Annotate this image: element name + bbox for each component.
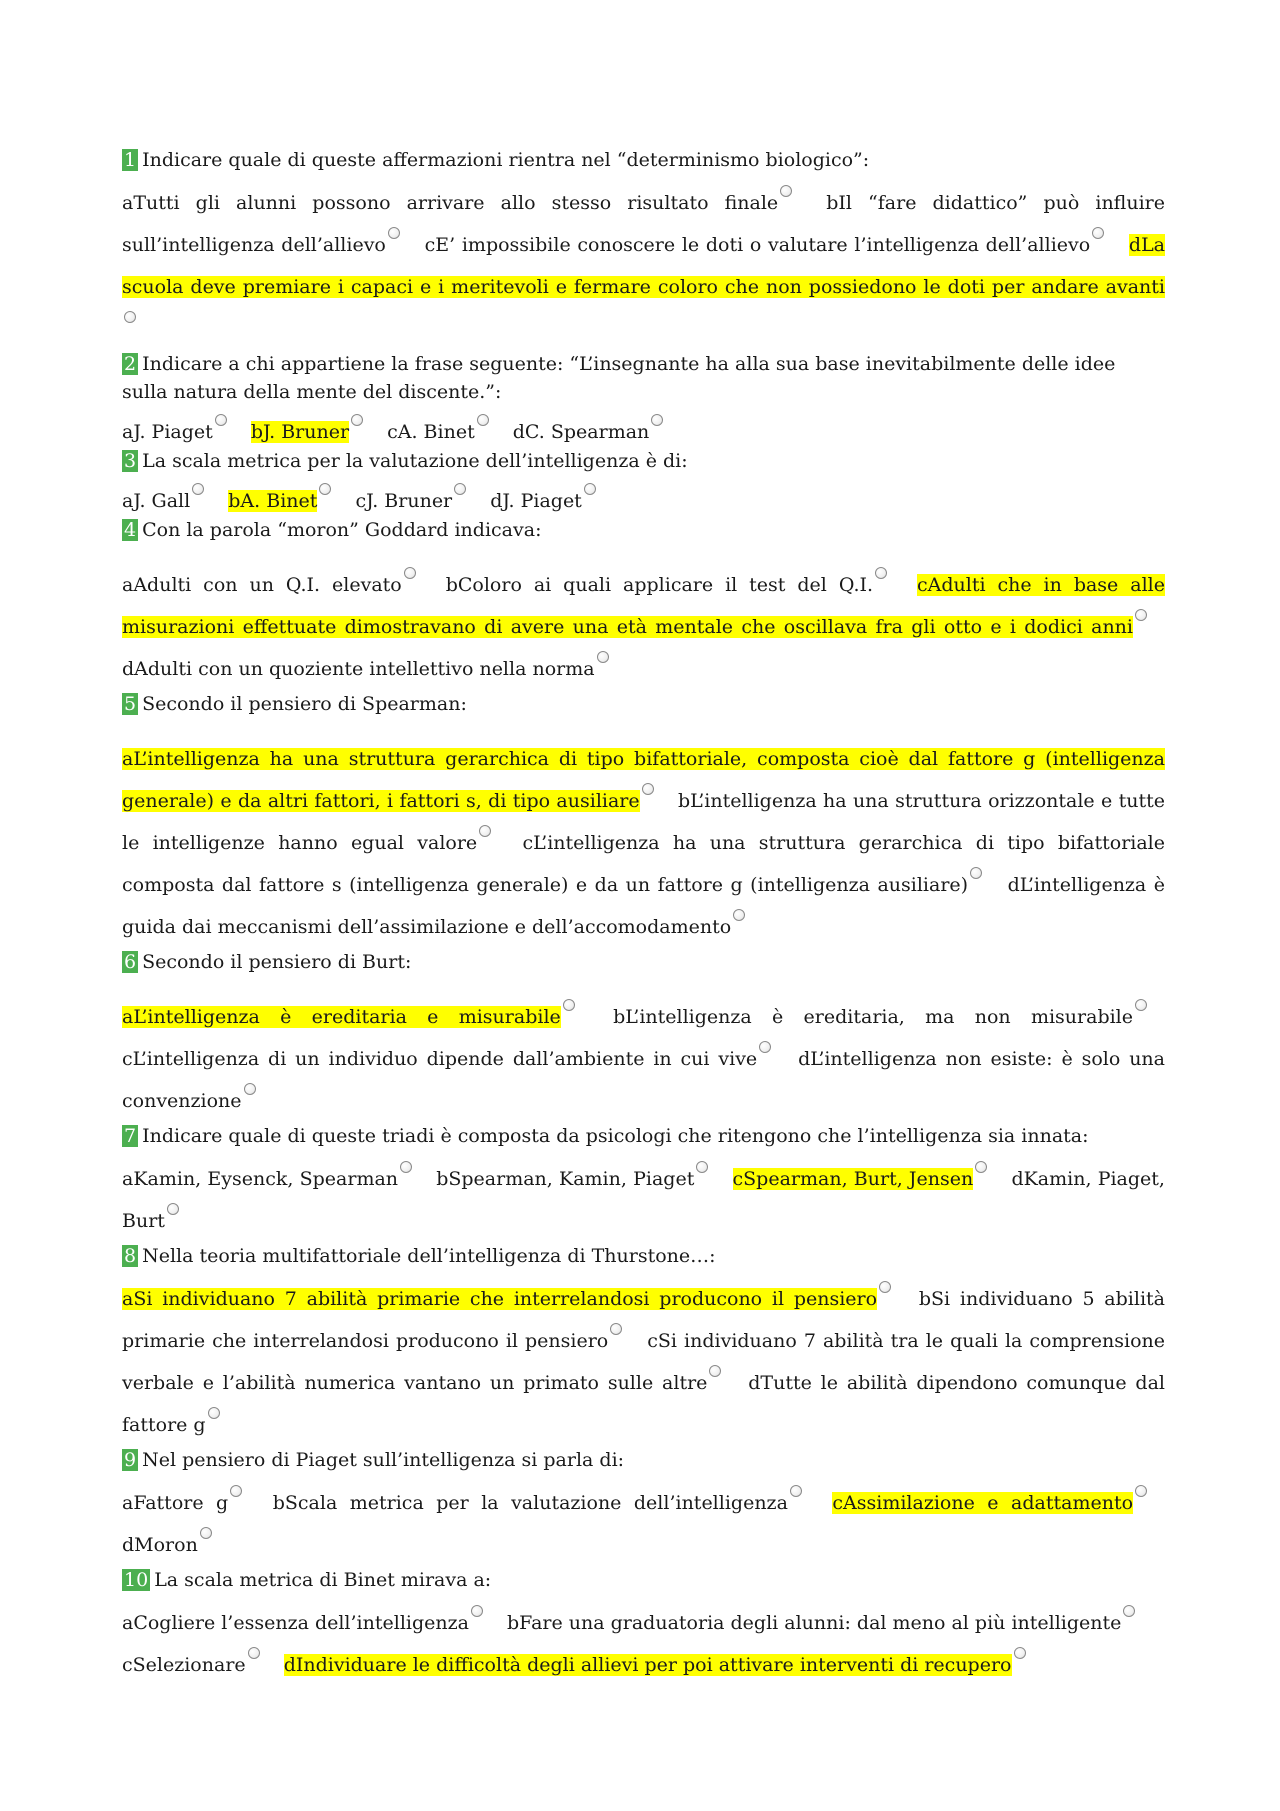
question-3: [122, 447, 1165, 516]
radio-button[interactable]: [696, 1161, 708, 1173]
question-text: Con la parola “moron” Goddard indicava:: [142, 519, 542, 541]
option-b: bColoro ai quali applicare il test del Q.I.: [446, 574, 887, 596]
question-text: Secondo il pensiero di Burt:: [142, 951, 412, 973]
option-b: bFare una graduatoria degli alunni: dal meno al più intelligente: [507, 1612, 1135, 1634]
radio-button[interactable]: [404, 567, 416, 579]
radio-button[interactable]: [1092, 227, 1104, 239]
answer-options: [122, 483, 1165, 516]
radio-button[interactable]: [124, 311, 136, 323]
question-number-badge: 1: [124, 149, 137, 171]
radio-button[interactable]: [709, 1365, 721, 1377]
option-b: bL’intelligenza è ereditaria, ma non misurabile: [613, 1006, 1147, 1028]
question-1: [122, 146, 1165, 350]
radio-button[interactable]: [597, 651, 609, 663]
answer-options: [122, 182, 1165, 350]
radio-button[interactable]: [1135, 999, 1147, 1011]
option-c: cAdulti che in base alle misurazioni effettuate dimostravano di avere una età mentale che oscillava fra gli otto e i dodici anni: [122, 574, 1165, 638]
question-text: La scala metrica per la valutazione dell’intelligenza è di:: [142, 450, 688, 472]
radio-button[interactable]: [471, 1605, 483, 1617]
option-c: cA. Binet: [387, 421, 489, 443]
radio-button[interactable]: [351, 414, 363, 426]
radio-button[interactable]: [319, 483, 331, 495]
option-a: aFattore g: [122, 1492, 242, 1514]
option-c: cAssimilazione e adattamento: [832, 1492, 1147, 1514]
radio-button[interactable]: [790, 1485, 802, 1497]
question-text: Secondo il pensiero di Spearman:: [142, 693, 467, 715]
radio-button[interactable]: [454, 483, 466, 495]
answer-options: [122, 1602, 1165, 1686]
option-d: dMoron: [122, 1534, 212, 1556]
radio-button[interactable]: [780, 185, 792, 197]
radio-button[interactable]: [248, 1647, 260, 1659]
option-a: aSi individuano 7 abilità primarie che interrelandosi producono il pensiero: [122, 1288, 891, 1310]
radio-button[interactable]: [215, 414, 227, 426]
radio-button[interactable]: [230, 1485, 242, 1497]
question-text: Nel pensiero di Piaget sull’intelligenza si parla di:: [142, 1449, 625, 1471]
question-8: [122, 1242, 1165, 1446]
option-d: dKamin, Piaget, Burt: [122, 1168, 1165, 1232]
radio-button[interactable]: [1123, 1605, 1135, 1617]
option-d: dL’intelligenza non esiste: è solo una convenzione: [122, 1048, 1165, 1112]
answer-options: [122, 738, 1165, 948]
option-d: dTutte le abilità dipendono comunque dal fattore g: [122, 1372, 1165, 1436]
radio-button[interactable]: [651, 414, 663, 426]
radio-button[interactable]: [479, 825, 491, 837]
option-c: cSelezionare: [122, 1654, 260, 1676]
option-b: bIl “fare didattico” può influire sull’intelligenza dell’allievo: [122, 192, 1165, 256]
option-c: cJ. Bruner: [355, 490, 466, 512]
option-b: bJ. Bruner: [251, 421, 363, 443]
option-b: bSpearman, Kamin, Piaget: [436, 1168, 708, 1190]
option-c: cL’intelligenza di un individuo dipende dall’ambiente in cui vive: [122, 1048, 771, 1070]
radio-button[interactable]: [610, 1323, 622, 1335]
radio-button[interactable]: [584, 483, 596, 495]
radio-button[interactable]: [200, 1527, 212, 1539]
question-6: [122, 948, 1165, 1122]
radio-button[interactable]: [400, 1161, 412, 1173]
option-a: aKamin, Eysenck, Spearman: [122, 1168, 412, 1190]
question-9: [122, 1446, 1165, 1566]
radio-button[interactable]: [208, 1407, 220, 1419]
option-d: dL’intelligenza è guida dai meccanismi dell’assimilazione e dell’accomodamento: [122, 874, 1165, 938]
radio-button[interactable]: [875, 567, 887, 579]
radio-button[interactable]: [733, 909, 745, 921]
option-b: bA. Binet: [228, 490, 331, 512]
radio-button[interactable]: [970, 867, 982, 879]
option-b: bL’intelligenza ha una struttura orizzontale e tutte le intelligenze hanno egual valore: [122, 790, 1165, 854]
answer-options: [122, 1278, 1165, 1446]
question-number-badge: 6: [124, 951, 137, 973]
radio-button[interactable]: [1135, 609, 1147, 621]
option-b: bSi individuano 5 abilità primarie che interrelandosi producono il pensiero: [122, 1288, 1165, 1352]
option-a: aL’intelligenza è ereditaria e misurabile: [122, 1006, 575, 1028]
answer-options: [122, 1482, 1165, 1566]
question-text: La scala metrica di Binet mirava a:: [154, 1569, 492, 1591]
question-2: [122, 350, 1165, 447]
option-d: dJ. Piaget: [490, 490, 596, 512]
question-number-badge: 5: [124, 693, 137, 715]
option-d: dIndividuare le difficoltà degli allievi per poi attivare interventi di recupero: [284, 1654, 1026, 1676]
option-a: aCogliere l’essenza dell’intelligenza: [122, 1612, 483, 1634]
radio-button[interactable]: [975, 1161, 987, 1173]
option-c: cSpearman, Burt, Jensen: [733, 1168, 988, 1190]
option-a: aJ. Piaget: [122, 421, 227, 443]
answer-options: [122, 414, 1165, 447]
question-7: [122, 1122, 1165, 1242]
radio-button[interactable]: [759, 1041, 771, 1053]
radio-button[interactable]: [244, 1083, 256, 1095]
radio-button[interactable]: [879, 1281, 891, 1293]
radio-button[interactable]: [477, 414, 489, 426]
answer-options: [122, 564, 1165, 690]
radio-button[interactable]: [1135, 1485, 1147, 1497]
option-d: dC. Spearman: [513, 421, 664, 443]
question-text: Indicare a chi appartiene la frase seguente: “L’insegnante ha alla sua base inevitabilmente delle idee sulla natura della mente del discente.”:: [122, 353, 1116, 403]
question-5: [122, 690, 1165, 948]
option-d: dLa scuola deve premiare i capaci e i meritevoli e fermare coloro che non possiedono le doti per andare avanti: [122, 234, 1165, 340]
answer-options: [122, 1158, 1165, 1242]
radio-button[interactable]: [642, 783, 654, 795]
question-number-badge: 2: [124, 353, 137, 375]
question-number-badge: 4: [124, 519, 137, 541]
option-a: aL’intelligenza ha una struttura gerarchica di tipo bifattoriale, composta cioè dal fattore g (intelligenza generale) e da altri fattori, i fattori s, di tipo ausiliare: [122, 748, 1165, 812]
question-10: [122, 1566, 1165, 1686]
radio-button[interactable]: [563, 999, 575, 1011]
option-a: aTutti gli alunni possono arrivare allo stesso risultato finale: [122, 192, 792, 214]
question-number-badge: 3: [124, 450, 137, 472]
question-text: Nella teoria multifattoriale dell’intelligenza di Thurstone…:: [142, 1245, 716, 1267]
option-a: aAdulti con un Q.I. elevato: [122, 574, 416, 596]
radio-button[interactable]: [1014, 1647, 1026, 1659]
option-a: aJ. Gall: [122, 490, 204, 512]
option-c: cSi individuano 7 abilità tra le quali la comprensione verbale e l’abilità numerica vantano un primato sulle altre: [122, 1330, 1165, 1394]
radio-button[interactable]: [388, 227, 400, 239]
option-b: bScala metrica per la valutazione dell’intelligenza: [273, 1492, 802, 1514]
question-number-badge: 7: [124, 1125, 137, 1147]
question-number-badge: 10: [124, 1569, 149, 1591]
answer-options: [122, 996, 1165, 1122]
option-d: dAdulti con un quoziente intellettivo nella norma: [122, 658, 609, 680]
question-number-badge: 8: [124, 1245, 137, 1267]
quiz-document: [122, 146, 1165, 1686]
option-c: cE’ impossibile conoscere le doti o valutare l’intelligenza dell’allievo: [425, 234, 1105, 256]
question-4: [122, 516, 1165, 690]
option-c: cL’intelligenza ha una struttura gerarchica di tipo bifattoriale composta dal fattore s (intelligenza generale) e da un fattore g (intelligenza ausiliare): [122, 832, 1165, 896]
radio-button[interactable]: [192, 483, 204, 495]
question-text: Indicare quale di queste affermazioni rientra nel “determinismo biologico”:: [142, 149, 870, 171]
question-text: Indicare quale di queste triadi è composta da psicologi che ritengono che l’intelligenza sia innata:: [142, 1125, 1089, 1147]
question-number-badge: 9: [124, 1449, 137, 1471]
radio-button[interactable]: [167, 1203, 179, 1215]
